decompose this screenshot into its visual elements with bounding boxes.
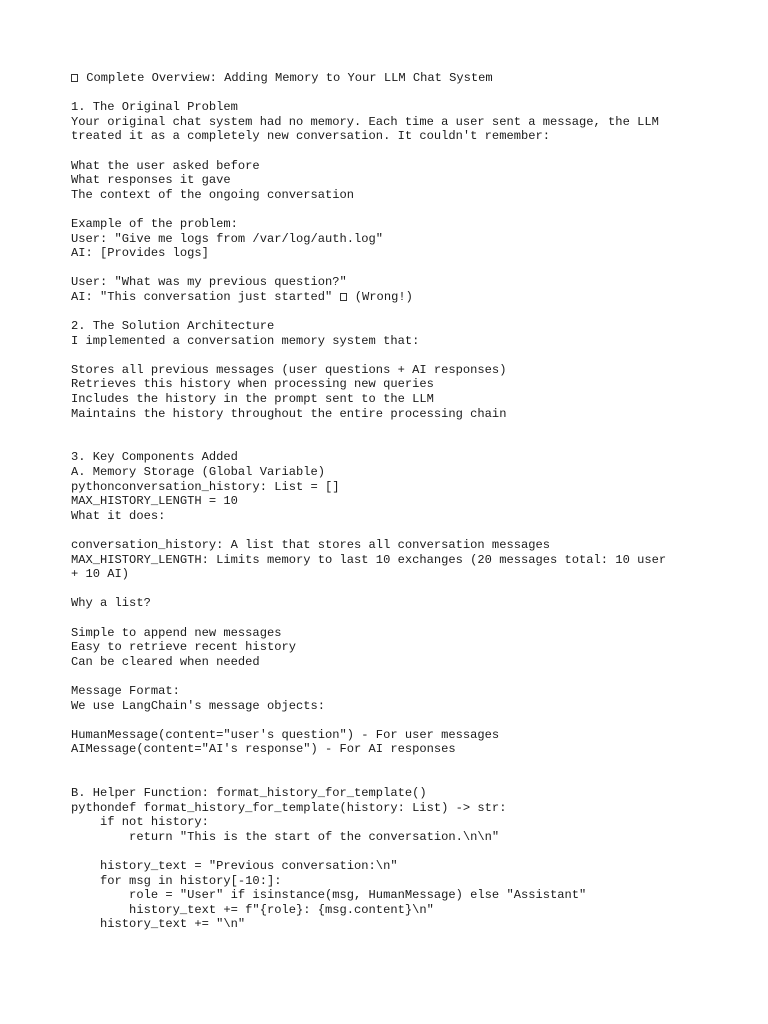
text-line: I implemented a conversation memory system that:: [71, 333, 420, 348]
text-line: role = "User" if isinstance(msg, HumanMessage) else "Assistant": [71, 888, 587, 903]
document-title: Complete Overview: Adding Memory to Your LLM Chat System: [86, 71, 493, 85]
text-line: User: "Give me logs from /var/log/auth.log": [71, 231, 384, 246]
text-line: Why a list?: [71, 596, 151, 611]
text-line: MAX_HISTORY_LENGTH: Limits memory to last 10 exchanges (20 messages total: 10 user: [71, 552, 667, 567]
text-line: 2. The Solution Architecture: [71, 319, 275, 334]
text-line: Can be cleared when needed: [71, 654, 260, 669]
text-line: conversation_history: A list that stores all conversation messages: [71, 538, 550, 552]
text-line: Simple to append new messages: [71, 625, 282, 640]
text-line: return "This is the start of the conversation.\n\n": [71, 829, 500, 844]
text-line: HumanMessage(content="user's question") - For user messages: [71, 727, 500, 742]
text-line: What it does:: [71, 508, 166, 523]
document-title-line: [71, 71, 748, 86]
text-line: What responses it gave: [71, 173, 231, 188]
missing-glyph-icon: [340, 293, 347, 301]
text-line: if not history:: [71, 815, 209, 830]
text-line: MAX_HISTORY_LENGTH = 10: [71, 494, 238, 509]
document-body: [71, 100, 748, 932]
text-line: AIMessage(content="AI's response") - For AI responses: [71, 742, 456, 757]
blank-line: [71, 582, 748, 597]
blank-line: [71, 261, 748, 276]
text-line: [71, 290, 748, 305]
text-line: Includes the history in the prompt sent to the LLM: [71, 392, 434, 407]
text-line: B. Helper Function: format_history_for_template(): [71, 786, 427, 801]
missing-glyph-icon: [71, 74, 78, 82]
text-line: + 10 AI): [71, 567, 130, 582]
blank-line: [71, 305, 748, 320]
text-line: treated it as a completely new conversation. It couldn't remember:: [71, 129, 550, 144]
text-line: Your original chat system had no memory. Each time a user sent a message, the LLM: [71, 114, 659, 129]
text-line: history_text += "\n": [71, 917, 246, 932]
text-line: pythonconversation_history: List = []: [71, 479, 340, 494]
line-text: AI: "This conversation just started": [71, 289, 340, 304]
blank-line: [71, 757, 748, 772]
text-line: Maintains the history throughout the entire processing chain: [71, 406, 507, 421]
blank-line: [71, 523, 748, 538]
text-line: We use LangChain's message objects:: [71, 698, 326, 713]
text-line: Easy to retrieve recent history: [71, 640, 296, 655]
blank-line: [71, 348, 748, 363]
text-line: What the user asked before: [71, 158, 260, 173]
blank-line: [71, 202, 748, 217]
text-line: pythondef format_history_for_template(history: List) -> str:: [71, 800, 507, 815]
text-line: history_text = "Previous conversation:\n": [71, 859, 398, 874]
line-text-suffix: (Wrong!): [347, 289, 413, 304]
text-line: A. Memory Storage (Global Variable): [71, 465, 326, 480]
blank-line: [71, 844, 748, 859]
blank-line: [71, 611, 748, 626]
text-line: AI: [Provides logs]: [71, 246, 209, 261]
blank-line: [71, 144, 748, 159]
blank-line: [71, 436, 748, 451]
text-line: Message Format:: [71, 683, 180, 698]
text-line: Stores all previous messages (user questions + AI responses): [71, 362, 507, 377]
text-line: history_text += f"{role}: {msg.content}\n": [71, 902, 434, 917]
text-line: The context of the ongoing conversation: [71, 187, 355, 202]
blank-line: [71, 772, 748, 787]
text-line: 1. The Original Problem: [71, 100, 238, 115]
blank-line: [71, 86, 748, 101]
text-line: Retrieves this history when processing new queries: [71, 377, 434, 392]
text-line: 3. Key Components Added: [71, 450, 238, 465]
text-line: User: "What was my previous question?": [71, 275, 347, 290]
text-line: Example of the problem:: [71, 216, 238, 231]
text-line: for msg in history[-10:]:: [71, 873, 282, 888]
blank-line: [71, 421, 748, 436]
blank-line: [71, 713, 748, 728]
blank-line: [71, 669, 748, 684]
